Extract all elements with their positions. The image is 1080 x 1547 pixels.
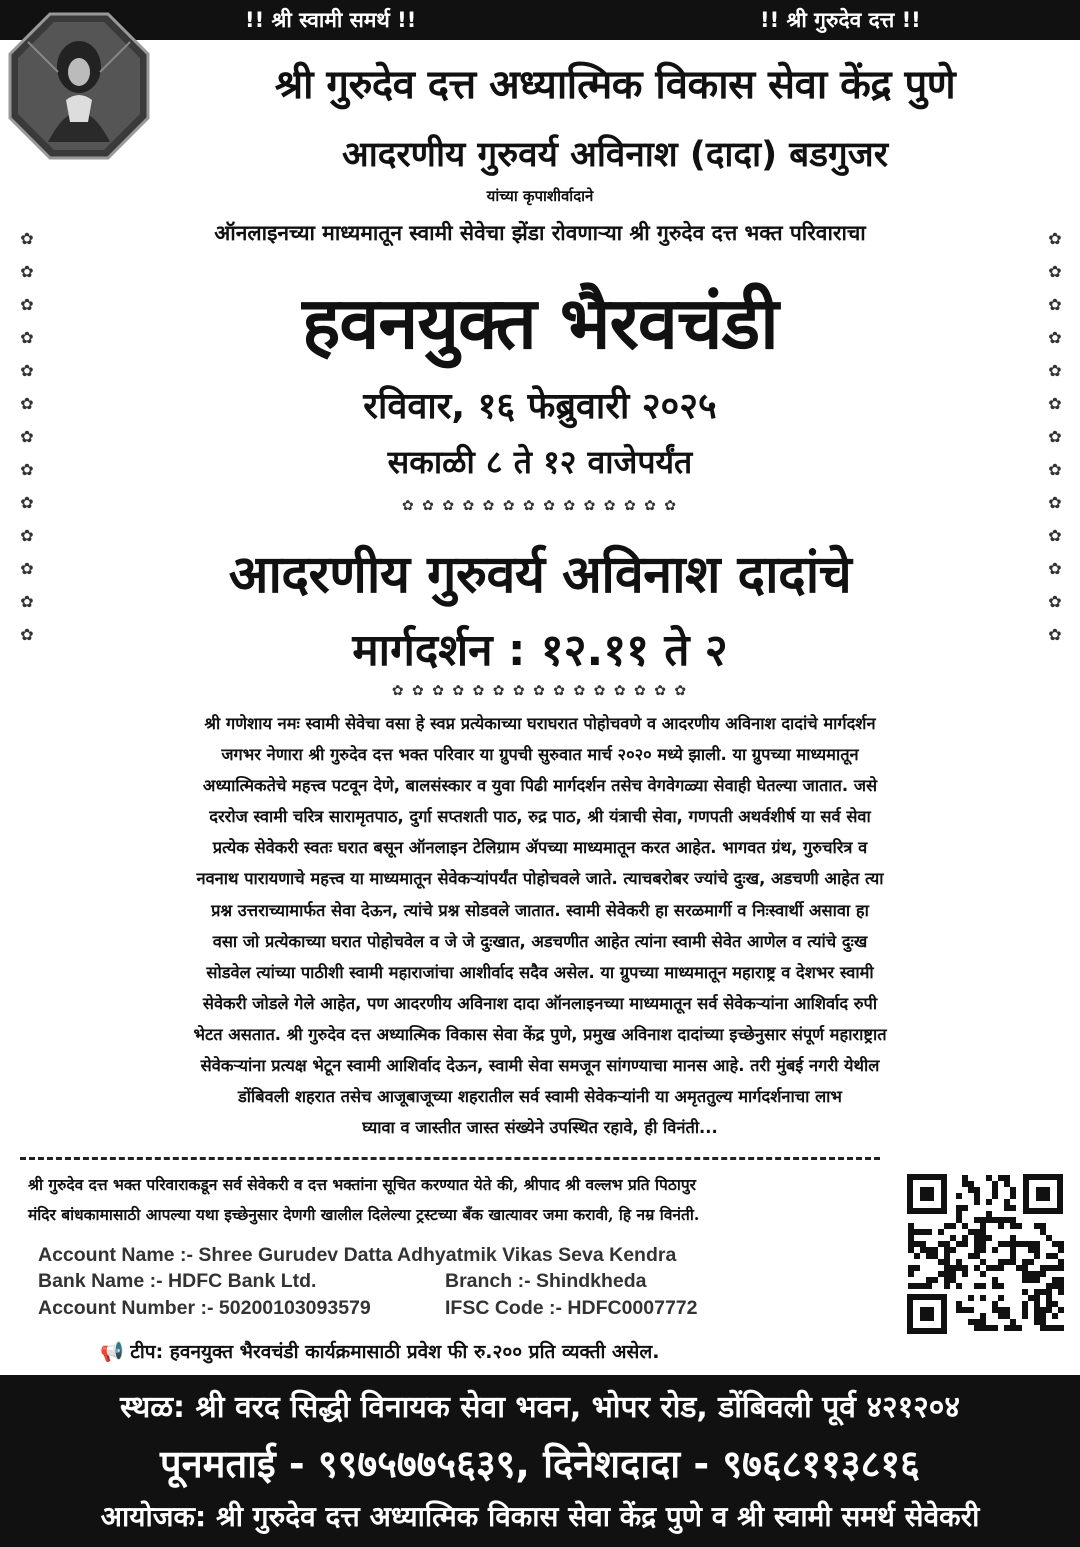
paragraph-line: श्री गणेशाय नमः स्वामी सेवेचा वसा हे स्वप्न प्रत्येकाच्या घराघरात पोहोचवणे व आदरणीय अविनाश दादांचे मार्गदर्शन (204, 714, 876, 733)
tip-text: टीप: हवनयुक्त भैरवचंडी कार्यक्रमासाठी प्रवेश फी रु.२०० प्रति व्यक्ती असेल. (130, 1341, 660, 1363)
guru-name-heading: आदरणीय गुरुवर्य अविनाश (दादा) बडगुजर (341, 135, 889, 175)
branch-name: Branch :- Shindkheda (445, 1270, 647, 1292)
notice-line: मंदिर बांधकामासाठी आपल्या यथा इच्छेनुसार देणगी खालील दिलेल्या ट्रस्टच्या बँक खात्यावर जमा करावी, हि नम्र विनंती. (28, 1205, 700, 1224)
paragraph-line: भेटत असतात. श्री गुरुदेव दत्त अध्यात्मिक विकास सेवा केंद्र पुणे, प्रमुख अविनाश दादांच्या इच्छेनुसार संपूर्ण महाराष्ट्रात (193, 1024, 887, 1044)
org-name-heading: श्री गुरुदेव दत्त अध्यात्मिक विकास सेवा केंद्र पुणे (274, 62, 956, 108)
event-date: रविवार, १६ फेब्रुवारी २०२५ (363, 386, 717, 427)
top-bar-right-text: !! श्री गुरुदेव दत्त !! (760, 8, 921, 32)
guidance-time: मार्गदर्शन : १२.११ ते २ (352, 625, 728, 676)
event-time: सकाळी ८ ते १२ वाजेपर्यंत (387, 443, 693, 481)
bank-name: Bank Name :- HDFC Bank Ltd. (38, 1270, 317, 1292)
paragraph-line: डोंबिवली शहरात तसेच आजूबाजूच्या शहरातील सर्व स्वामी सेवेकऱ्यांनी या अमृततुल्य मार्गदर्शनाचा लाभ (238, 1087, 842, 1107)
paragraph-line: सेवेकरी जोडले गेले आहेत, पण आदरणीय अविनाश दादा ऑनलाइनच्या माध्यमातून सर्व सेवेकऱ्यांना आशिर्वाद रुपी (202, 993, 878, 1013)
venue-text: स्थळ: श्री वरद सिद्धी विनायक सेवा भवन, भोपर रोड, डोंबिवली पूर्व ४२१२०४ (120, 1390, 960, 1425)
paragraph-line: वसा जो प्रत्येकाच्या घरात पोहोचवेल व जे जे दुःखात, अडचणीत आहेत त्यांना स्वामी सेवेत आणेल व त्यांचे दुःख (212, 931, 868, 951)
left-ornament-column: ✿ ✿ ✿ ✿ ✿ ✿ ✿ ✿ ✿ ✿ ✿ ✿ ✿ (20, 229, 34, 644)
description-paragraph (10, 708, 1070, 1143)
tagline-text: ऑनलाइनच्या माध्यमातून स्वामी सेवेचा झेंडा रोवणाऱ्या श्री गुरुदेव दत्त भक्त परिवाराचा (214, 221, 866, 245)
notice-line: श्री गुरुदेव दत्त भक्त परिवाराकडून सर्व सेवेकरी व दत्त भक्तांना सूचित करण्यात येते की, श्रीपाद श्री वल्लभ प्रति पिठापुर (28, 1175, 697, 1194)
flower-ornament-icon: ✿ ✿ ✿ ✿ ✿ ✿ ✿ ✿ ✿ ✿ ✿ ✿ ✿ ✿ ✿ (391, 683, 689, 699)
paragraph-line: दररोज स्वामी चरित्र सारामृतपाठ, दुर्गा सप्तशती पाठ, रुद्र पाठ, श्री यंत्राची सेवा, गणपती अथर्वशीर्ष या सर्व सेवा (209, 807, 871, 827)
paragraph-line: नवनाथ पारायणाचे महत्त्व या माध्यमातून सेवेकऱ्यांपर्यंत पोहोचवले जाते. त्याचबरोबर ज्यांचे दुःख, अडचणी आहेत त्या (196, 869, 884, 889)
paragraph-line: जगभर नेणारा श्री गुरुदेव दत्त भक्त परिवार या ग्रुपची सुरुवात मार्च २०२० मध्ये झाली. या ग्रुपच्या माध्यमातून (221, 745, 859, 765)
event-title: हवनयुक्त भैरवचंडी (302, 281, 778, 365)
account-number: Account Number :- 50200103093579 (38, 1297, 371, 1319)
paragraph-line: घ्यावा व जास्तीत जास्त संख्येने उपस्थित रहावे, ही विनंती... (362, 1118, 718, 1138)
ifsc-code: IFSC Code :- HDFC0007772 (445, 1297, 698, 1319)
qr-code-icon[interactable] (905, 1172, 1065, 1336)
flower-ornament-icon: ✿ ✿ ✿ ✿ ✿ ✿ ✿ ✿ ✿ ✿ ✿ ✿ ✿ ✿ (401, 498, 679, 514)
paragraph-line: सेवेकऱ्यांना प्रत्यक्ष भेटून स्वामी आशिर्वाद देऊन, स्वामी सेवा समजून सांगण्याचा मानस आहे. तरी मुंबई नगरी येथील (200, 1056, 880, 1076)
dashed-divider (20, 1157, 880, 1164)
tip-row (100, 1338, 660, 1364)
contacts-text: पूनमताई - ९९७५७७५६३९, दिनेशदादा - ९७६८११३८१६ (160, 1442, 920, 1486)
paragraph-line: प्रत्येक सेवेकरी स्वतः घरात बसून ऑनलाइन टेलिग्राम ॲपच्या माध्यमातून करत आहेत. भागवत ग्रंथ, गुरुचरित्र व (212, 838, 868, 858)
top-bar-left-text: !! श्री स्वामी समर्थ !! (245, 8, 417, 32)
donation-notice (28, 1170, 908, 1230)
paragraph-line: सोडवेल त्यांच्या पाठीशी स्वामी महाराजांचा आशीर्वाद सदैव असेल. या ग्रुपच्या माध्यमातून महाराष्ट्र व देशभर स्वामी (206, 962, 874, 982)
blessing-text: यांच्या कृपाशीर्वादाने (486, 187, 594, 205)
footer-bar (0, 1375, 1080, 1547)
organizer-text: आयोजक: श्री गुरुदेव दत्त अध्यात्मिक विकास सेवा केंद्र पुणे व श्री स्वामी समर्थ सेवेकरी (100, 1500, 980, 1533)
account-name: Account Name :- Shree Gurudev Datta Adhyatmik Vikas Seva Kendra (38, 1244, 677, 1266)
paragraph-line: प्रश्न उत्तराच्यामार्फत सेवा देऊन, त्यांचे प्रश्न सोडवले जातात. स्वामी सेवेकरी हा सरळमार्गी व निःस्वार्थी असावा हा (211, 900, 869, 920)
paragraph-line: अध्यात्मिकतेचे महत्त्व पटवून देणे, बालसंस्कार व युवा पिढी मार्गदर्शन तसेच वेगवेगळ्या सेवाही घेतल्या जातात. जसे (202, 776, 878, 796)
megaphone-icon: 📢 (100, 1341, 124, 1363)
top-bar (0, 0, 1080, 40)
right-ornament-column: ✿ ✿ ✿ ✿ ✿ ✿ ✿ ✿ ✿ ✿ ✿ ✿ ✿ (1048, 229, 1062, 644)
guidance-heading: आदरणीय गुरुवर्य अविनाश दादांचे (228, 545, 852, 605)
